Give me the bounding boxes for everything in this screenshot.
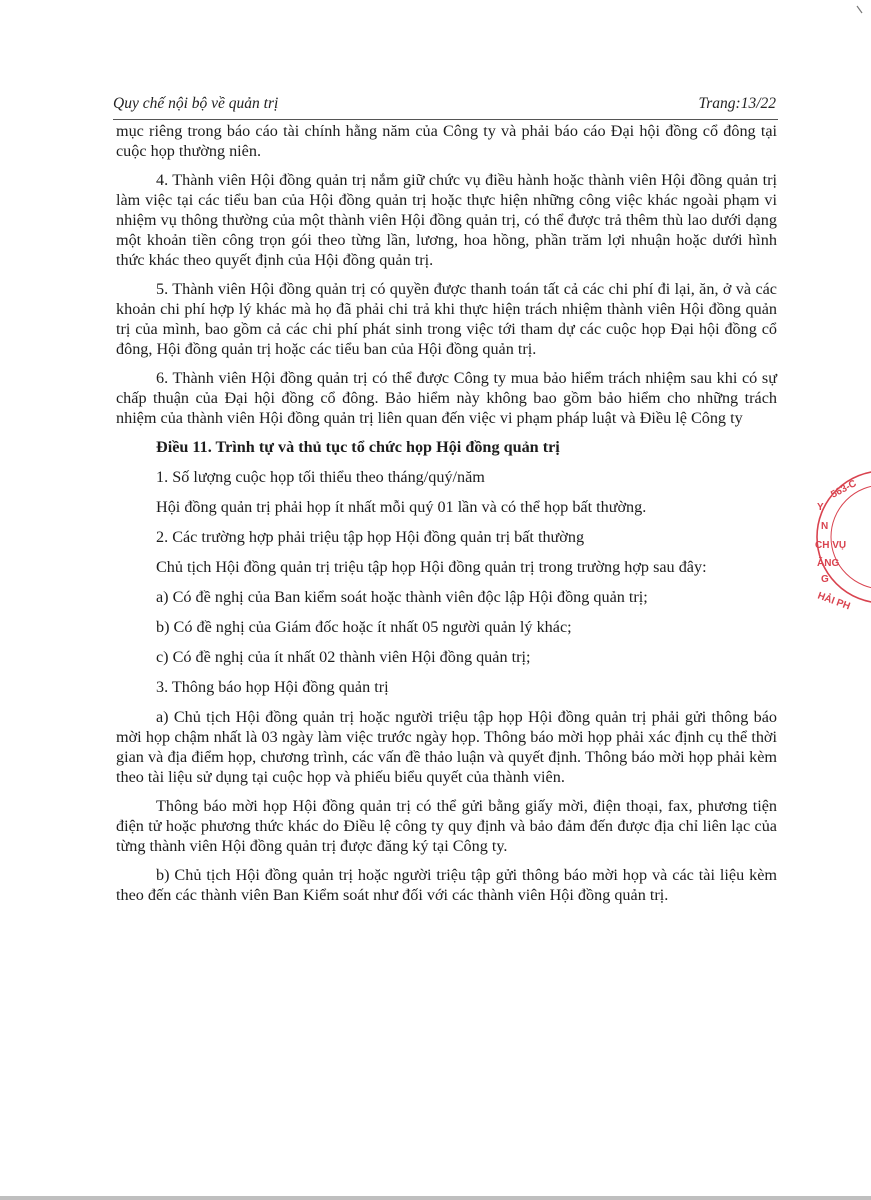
scan-edge	[0, 1196, 871, 1200]
document-title: Quy chế nội bộ về quản trị	[113, 95, 279, 112]
svg-text:N: N	[821, 521, 829, 532]
article-heading: Điều 11. Trình tự và thủ tục tổ chức họp Hội đồng quản trị	[156, 438, 560, 456]
running-header	[113, 95, 776, 113]
section-1-heading: 1. Số lượng cuộc họp tối thiểu theo tháng/quý/năm	[156, 468, 485, 486]
scan-mark-icon	[856, 2, 864, 12]
section-2-heading: 2. Các trường hợp phải triệu tập họp Hội đồng quản trị bất thường	[156, 528, 585, 546]
section-2-text: Chủ tịch Hội đồng quản trị triệu tập họp Hội đồng quản trị trong trường hợp sau đây:	[156, 558, 707, 576]
list-item-c: c) Có đề nghị của ít nhất 02 thành viên Hội đồng quản trị;	[156, 648, 531, 666]
paragraph-item-6: 6. Thành viên Hội đồng quản trị có thể được Công ty mua bảo hiểm trách nhiệm sau khi có sự chấp thuận của Đại hội đồng cổ đông. Bảo hiểm này không bao gồm bảo hiểm cho những trách nhiệm của thành viên Hội đồng quản trị liên quan đến việc vi phạm pháp luật và Điều lệ Công ty	[116, 369, 777, 427]
section-3-heading: 3. Thông báo họp Hội đồng quản trị	[156, 678, 389, 696]
company-seal	[811, 462, 871, 612]
svg-text:563-C: 563-C	[829, 478, 859, 501]
svg-text:Y: Y	[817, 502, 824, 513]
svg-text:HẢI PH: HẢI PH	[815, 590, 852, 612]
page-number: Trang:13/22	[698, 95, 776, 112]
paragraph-item-4: 4. Thành viên Hội đồng quản trị nắm giữ chức vụ điều hành hoặc thành viên Hội đồng quản trị làm việc tại các tiểu ban của Hội đồng quản trị hoặc thực hiện những công việc khác ngoài phạm vi nhiệm vụ thông thường của một thành viên Hội đồng quản trị, có thể được trả thêm thù lao dưới dạng một khoản tiền công trọn gói theo từng lần, lương, hoa hồng, phần trăm lợi nhuận hoặc dưới hình thức khác theo quyết định của Hội đồng quản trị.	[116, 171, 777, 269]
svg-text:ĂNG: ĂNG	[817, 558, 840, 569]
header-divider	[113, 119, 778, 120]
section-3-item-a: a) Chủ tịch Hội đồng quản trị hoặc người triệu tập họp Hội đồng quản trị phải gửi thông báo mời họp chậm nhất là 03 ngày làm việc trước ngày họp. Thông báo mời họp phải xác định cụ thể thời gian và địa điểm họp, chương trình, các vấn đề thảo luận và quyết định. Thông báo mời họp phải kèm theo tài liệu sử dụng tại cuộc họp và phiếu biểu quyết của thành viên.	[116, 708, 777, 786]
paragraph-item-5: 5. Thành viên Hội đồng quản trị có quyền được thanh toán tất cả các chi phí đi lại, ăn, ở và các khoản chi phí hợp lý khác mà họ đã phải chi trả khi thực hiện trách nhiệm thành viên Hội đồng quản trị của mình, bao gồm cả các chi phí phát sinh trong việc tới tham dự các cuộc họp Đại hội đồng cổ đông, Hội đồng quản trị hoặc các tiểu ban của Hội đồng quản trị.	[116, 280, 777, 358]
seal-icon	[811, 462, 871, 612]
list-item-b: b) Có đề nghị của Giám đốc hoặc ít nhất 05 người quản lý khác;	[156, 618, 572, 636]
section-3-paragraph: Thông báo mời họp Hội đồng quản trị có thể gửi bằng giấy mời, điện thoại, fax, phương tiện điện tử hoặc phương thức khác do Điều lệ công ty quy định và bảo đảm đến được địa chỉ liên lạc của từng thành viên Hội đồng quản trị được đăng ký tại Công ty.	[116, 797, 777, 855]
section-1-text: Hội đồng quản trị phải họp ít nhất mỗi quý 01 lần và có thể họp bất thường.	[156, 498, 647, 516]
paragraph-continued: mục riêng trong báo cáo tài chính hằng năm của Công ty và phải báo cáo Đại hội đồng cổ đông tại cuộc họp thường niên.	[116, 122, 777, 160]
document-body	[116, 121, 777, 905]
list-item-a: a) Có đề nghị của Ban kiểm soát hoặc thành viên độc lập Hội đồng quản trị;	[156, 588, 648, 606]
svg-text:G: G	[821, 574, 829, 585]
svg-text:CH VỤ: CH VỤ	[815, 540, 847, 551]
section-3-item-b: b) Chủ tịch Hội đồng quản trị hoặc người triệu tập gửi thông báo mời họp và các tài liệu kèm theo đến các thành viên Ban Kiểm soát như đối với các thành viên Hội đồng quản trị.	[116, 866, 777, 904]
